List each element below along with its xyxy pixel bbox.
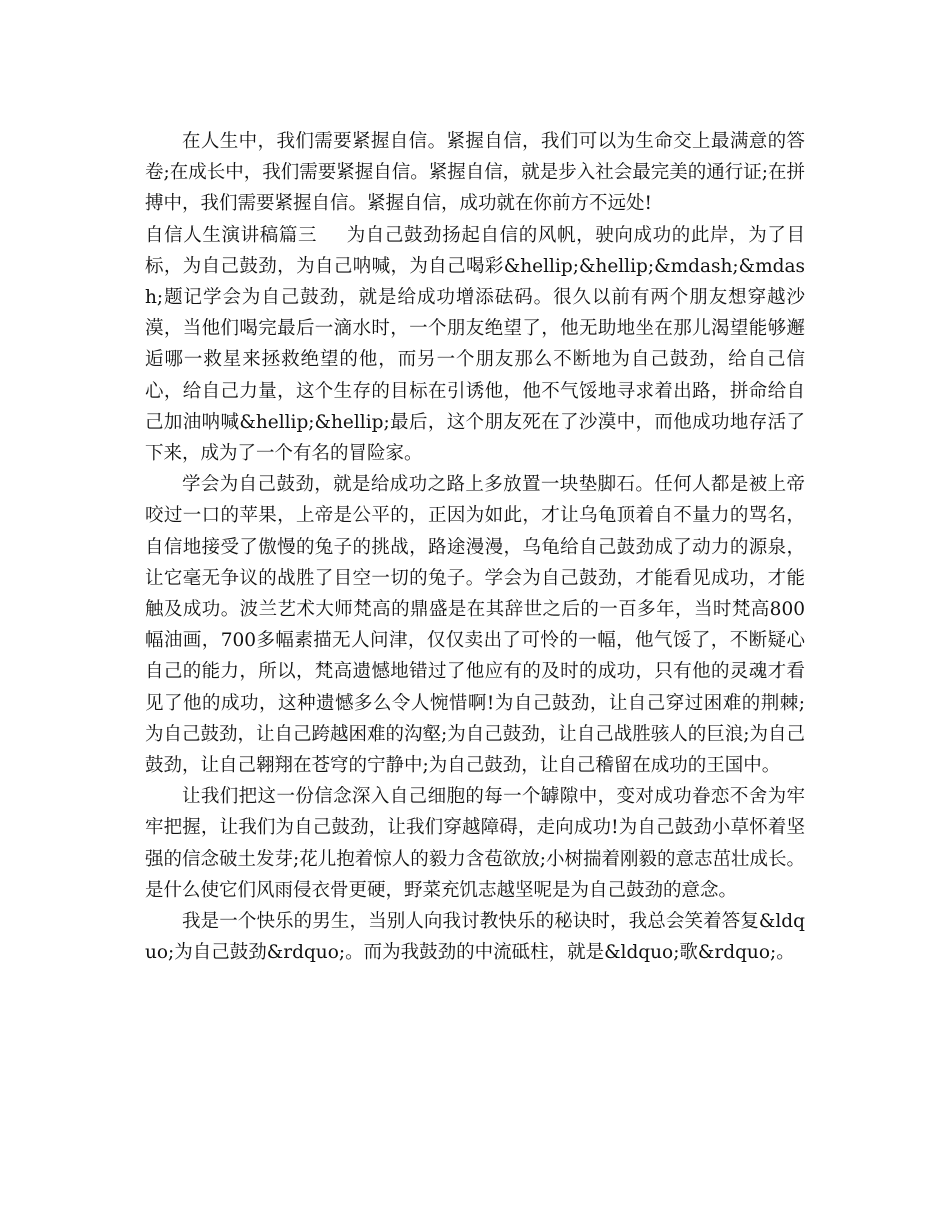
- paragraph-2-text: 为自己鼓劲扬起自信的风帆，驶向成功的此岸，为了目标，为自己鼓劲，为自己呐喊，为自己喝彩&hellip;&hellip;&mdash;&mdash;题记学会为自己鼓劲，就是给成功增添砝码。很久以前有两个朋友想穿越沙漠，当他们喝完最后一滴水时，一个朋友绝望了，他无助地坐在那儿渴望能够邂逅哪一救星来拯救绝望的他，而另一个朋友那么不断地为自己鼓劲，给自己信心，给自己力量，这个生存的目标在引诱他，他不气馁地寻求着出路，拼命给自己加油呐喊&hellip;&hellip;最后，这个朋友死在了沙漠中，而他成功地存活了下来，成为了一个有名的冒险家。: [145, 224, 805, 465]
- paragraph-4: 让我们把这一份信念深入自己细胞的每一个罅隙中，变对成功眷恋不舍为牢牢把握，让我们为自己鼓劲，让我们穿越障碍，走向成功!为自己鼓劲小草怀着坚强的信念破土发芽;花儿抱着惊人的毅力含苞欲放;小树揣着刚毅的意志茁壮成长。是什么使它们风雨侵衣骨更硬，野菜充饥志越坚呢是为自己鼓劲的意念。: [145, 786, 805, 901]
- document-body: [145, 126, 805, 968]
- paragraph-2: [145, 220, 805, 470]
- paragraph-1: 在人生中，我们需要紧握自信。紧握自信，我们可以为生命交上最满意的答卷;在成长中，我们需要紧握自信。紧握自信，就是步入社会最完美的通行证;在拼搏中，我们需要紧握自信。紧握自信，成功就在你前方不远处!: [145, 131, 805, 215]
- section-title: 自信人生演讲稿篇三: [145, 224, 318, 246]
- paragraph-5: 我是一个快乐的男生，当别人向我讨教快乐的秘诀时，我总会笑着答复&ldquo;为自己鼓劲&rdquo;。而为我鼓劲的中流砥柱，就是&ldquo;歌&rdquo;。: [145, 911, 805, 964]
- paragraph-3: 学会为自己鼓劲，就是给成功之路上多放置一块垫脚石。任何人都是被上帝咬过一口的苹果，上帝是公平的，正因为如此，才让乌龟顶着自不量力的骂名，自信地接受了傲慢的兔子的挑战，路途漫漫，乌龟给自己鼓劲成了动力的源泉，让它毫无争议的战胜了目空一切的兔子。学会为自己鼓劲，才能看见成功，才能触及成功。波兰艺术大师梵高的鼎盛是在其辞世之后的一百多年，当时梵高800幅油画，700多幅素描无人问津，仅仅卖出了可怜的一幅，他气馁了，不断疑心自己的能力，所以，梵高遗憾地错过了他应有的及时的成功，只有他的灵魂才看见了他的成功，这种遗憾多么令人惋惜啊!为自己鼓劲，让自己穿过困难的荆棘;为自己鼓劲，让自己跨越困难的沟壑;为自己鼓劲，让自己战胜骇人的巨浪;为自己鼓劲，让自己翱翔在苍穹的宁静中;为自己鼓劲，让自己稽留在成功的王国中。: [145, 474, 805, 777]
